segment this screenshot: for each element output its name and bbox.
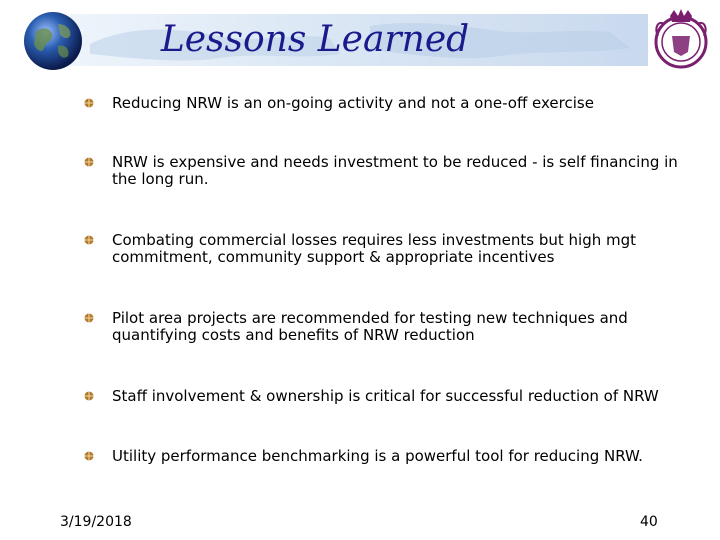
slide-date: 3/19/2018 (60, 514, 132, 530)
bullet-icon (84, 235, 94, 245)
bullet-text: Utility performance benchmarking is a powerful tool for reducing NRW. (112, 447, 643, 465)
bullet-icon (84, 313, 94, 323)
bullet-text: NRW is expensive and needs investment to be reduced - is self financing in the long run. (112, 153, 678, 188)
bullet-icon (84, 98, 94, 108)
bullet-text: Staff involvement & ownership is critical for successful reduction of NRW (112, 387, 659, 405)
bullet-icon (84, 391, 94, 401)
bullet-text: Pilot area projects are recommended for testing new techniques and quantifying costs and benefits of NRW reduction (112, 309, 628, 344)
bullet-icon (84, 451, 94, 461)
bullet-icon (84, 157, 94, 167)
slide-title: Lessons Learned (160, 19, 470, 60)
page-number: 40 (640, 514, 658, 530)
bullet-text: Reducing NRW is an on-going activity and not a one-off exercise (112, 94, 594, 112)
bullet-text: Combating commercial losses requires less investments but high mgt commitment, community support & appropriate incentives (112, 231, 637, 266)
